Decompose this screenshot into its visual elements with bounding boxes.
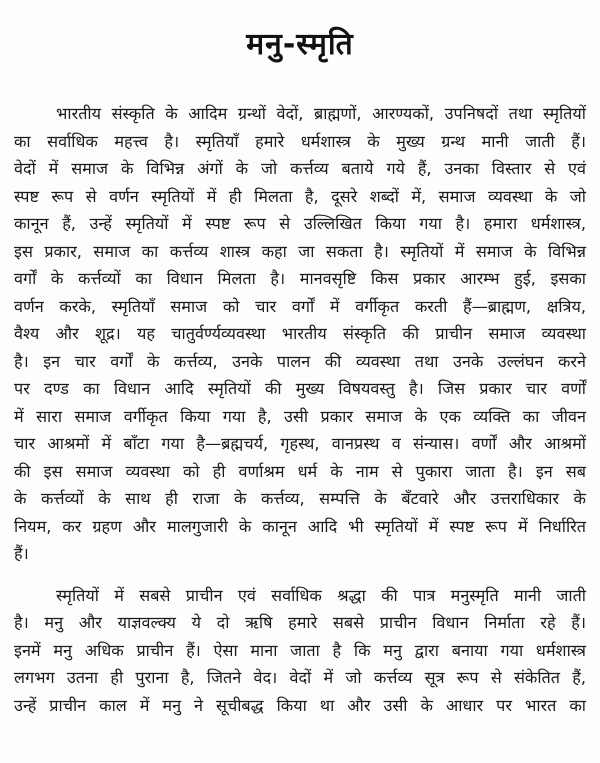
text-line: पर दण्ड का विधान आदि स्मृतियों की मुख्य विषयवस्तु है। जिस प्रकार चार वर्णों — [14, 379, 586, 398]
text-line: के कर्त्तव्यों के साथ ही राजा के कर्त्तव्य, सम्पत्ति के बँटवारे और उत्तराधिकार के — [14, 489, 586, 508]
text-line: है। इन चार वर्गों के कर्त्तव्य, उनके पालन की व्यवस्था तथा उनके उल्लंघन करने — [14, 351, 586, 371]
text-line: नियम, कर ग्रहण और मालगुजारी के कानून आदि भी स्मृतियों में स्पष्ट रूप में निर्धारित — [14, 516, 586, 536]
page-title: मनु-स्मृति — [246, 27, 354, 62]
paragraph-1 — [14, 100, 586, 568]
text-line: में सारा समाज वर्गीकृत किया गया है, उसी प्रकार समाज के एक व्यक्ति का जीवन — [14, 406, 586, 426]
text-line: स्मृतियों में सबसे प्राचीन एवं सर्वाधिक श्रद्धा की पात्र मनुस्मृति मानी जाती — [56, 585, 586, 605]
paragraph-2 — [14, 582, 586, 720]
document-body — [14, 100, 586, 719]
paragraph-gap — [14, 568, 586, 582]
text-line: भारतीय संस्कृति के आदिम ग्रन्थों वेदों, ब्राह्मणों, आरण्यकों, उपनिषदों तथा स्मृतियों — [56, 104, 586, 123]
text-line: इस प्रकार, समाज का कर्त्तव्य शास्त्र कहा जा सकता है। स्मृतियों में समाज के विभिन्न — [14, 241, 586, 261]
text-line: हैं। — [14, 544, 29, 563]
text-line: चार आश्रमों में बाँटा गया है—ब्रह्मचर्य, गृहस्थ, वानप्रस्थ व संन्यास। वर्णों और आश्रमों — [14, 434, 586, 453]
text-line: वैश्य और शूद्र। यह चातुर्वर्ण्यव्यवस्था भारतीय संस्कृति की प्राचीन समाज व्यवस्था — [14, 324, 586, 343]
text-line: कानून हैं, उन्हें स्मृतियों में स्पष्ट रूप से उल्लिखित किया गया है। हमारा धर्मशास्त्र, — [14, 214, 586, 233]
text-line: वेदों में समाज के विभिन्न अंगों के जो कर्त्तव्य बताये गये हैं, उनका विस्तार से एवं — [14, 159, 586, 178]
text-line: की इस समाज व्यवस्था को ही वर्णाश्रम धर्म के नाम से पुकारा जाता है। इन सब — [14, 461, 586, 481]
text-line: है। मनु और याज्ञवल्क्य ये दो ऋषि हमारे सबसे प्राचीन विधान निर्माता रहे हैं। — [14, 613, 586, 632]
text-line: उन्हें प्राचीन काल में मनु ने सूचीबद्ध किया था और उसी के आधार पर भारत का — [14, 695, 586, 715]
text-line: इनमें मनु अधिक प्राचीन हैं। ऐसा माना जाता है कि मनु द्वारा बनाया गया धर्मशास्त्र — [14, 640, 586, 660]
text-line: वर्णन करके, स्मृतियाँ समाज को चार वर्गों में वर्गीकृत करती हैं—ब्राह्मण, क्षत्रिय, — [14, 296, 586, 316]
text-line: वर्गों के कर्त्तव्यों का विधान मिलता है। मानवसृष्टि किस प्रकार आरम्भ हुई, इसका — [14, 269, 586, 288]
text-line: स्पष्ट रूप से वर्णन स्मृतियों में ही मिलता है, दूसरे शब्दों में, समाज व्यवस्था के जो — [14, 186, 586, 206]
text-line: लगभग उतना ही पुराना है, जितने वेद। वेदों में जो कर्त्तव्य सूत्र रूप से संकेतित हैं, — [14, 668, 586, 687]
text-line: का सर्वाधिक महत्त्व है। स्मृतियाँ हमारे धर्मशास्त्र के मुख्य ग्रन्थ मानी जाती हैं। — [14, 131, 586, 151]
